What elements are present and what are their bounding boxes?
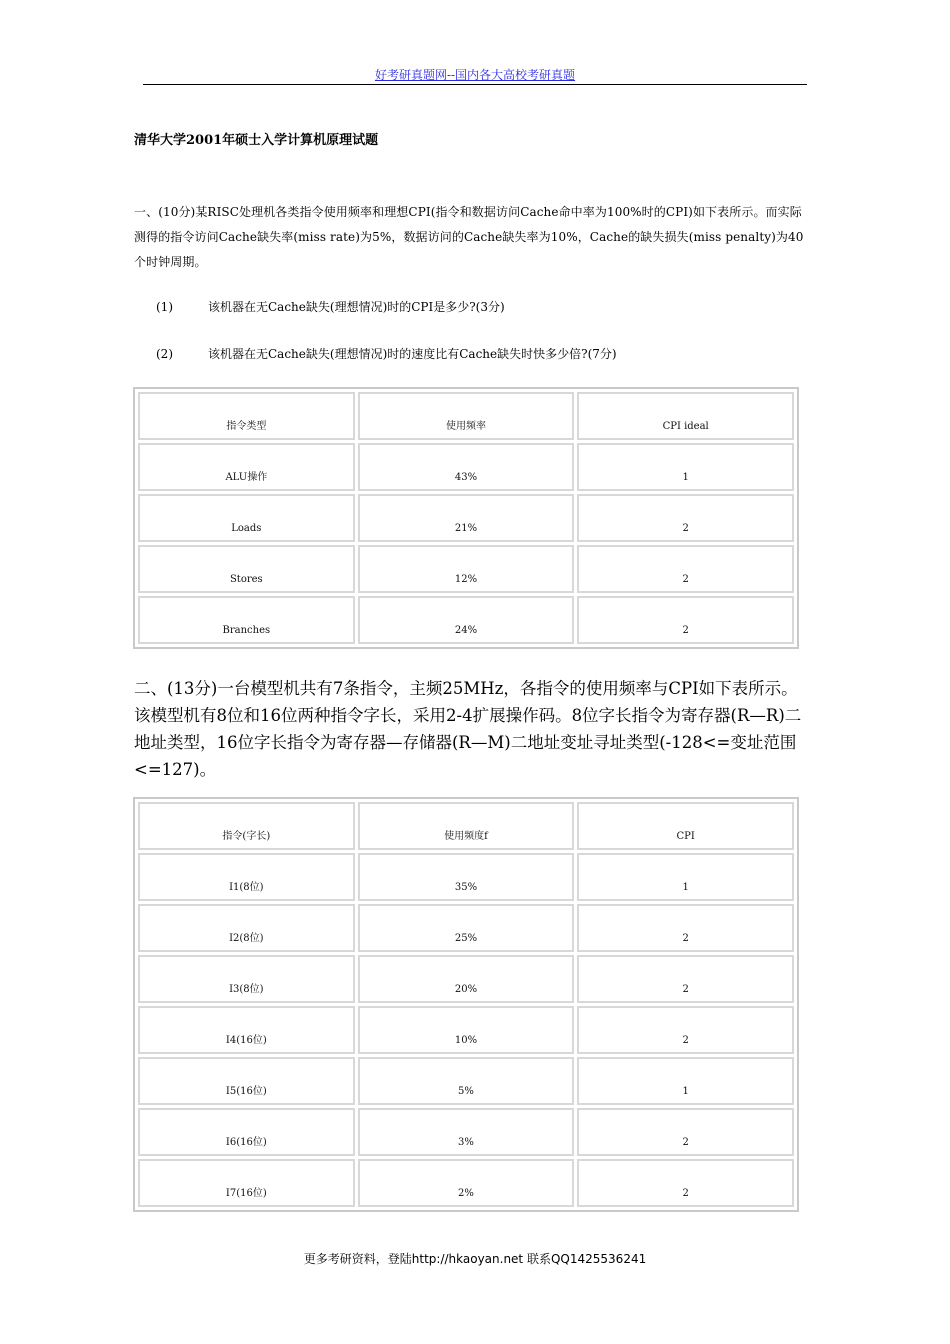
table-cell: I7(16位) — [138, 1159, 355, 1207]
question-text: 该机器在无Cache缺失(理想情况)时的速度比有Cache缺失时快多少倍?(7分) — [208, 347, 617, 361]
table-cell: 43% — [358, 443, 575, 491]
table-cell: Branches — [138, 596, 355, 644]
table-row — [138, 1006, 794, 1054]
table-cell: 24% — [358, 596, 575, 644]
table-cell: Loads — [138, 494, 355, 542]
table-row — [138, 494, 794, 542]
table-cell: I1(8位) — [138, 853, 355, 901]
footer — [0, 1250, 950, 1267]
question-1-part-1 — [156, 298, 505, 315]
footer-url-link[interactable]: http://hkaoyan.net — [411, 1252, 524, 1266]
table-cell: 2 — [577, 1006, 794, 1054]
footer-contact-label: 联系 — [526, 1252, 551, 1266]
footer-prefix: 更多考研资料，登陆 — [303, 1252, 412, 1266]
column-header: CPI ideal — [577, 392, 794, 440]
table-cell: 25% — [358, 904, 575, 952]
table-cell: 2 — [577, 955, 794, 1003]
table-cell: 1 — [577, 1057, 794, 1105]
table-row — [138, 545, 794, 593]
table-cell: 35% — [358, 853, 575, 901]
column-header: 使用频率 — [358, 392, 575, 440]
model-instruction-table — [133, 797, 799, 1212]
table-cell: I3(8位) — [138, 955, 355, 1003]
table-header-row — [138, 802, 794, 850]
footer-contact: QQ1425536241 — [550, 1252, 647, 1266]
table-cell: 1 — [577, 443, 794, 491]
table-row — [138, 1159, 794, 1207]
table-cell: 10% — [358, 1006, 575, 1054]
column-header: 指令(字长) — [138, 802, 355, 850]
table-cell: I2(8位) — [138, 904, 355, 952]
table-row — [138, 596, 794, 644]
column-header: 指令类型 — [138, 392, 355, 440]
header-divider — [143, 84, 807, 85]
table-cell: 12% — [358, 545, 575, 593]
table-row — [138, 1057, 794, 1105]
column-header: CPI — [577, 802, 794, 850]
table-cell: I5(16位) — [138, 1057, 355, 1105]
table-row — [138, 904, 794, 952]
table-cell: 21% — [358, 494, 575, 542]
table-cell: Stores — [138, 545, 355, 593]
table-cell: 2 — [577, 596, 794, 644]
table-cell: I4(16位) — [138, 1006, 355, 1054]
table-cell: I6(16位) — [138, 1108, 355, 1156]
table-row — [138, 443, 794, 491]
table-cell: 2 — [577, 1159, 794, 1207]
table-cell: 5% — [358, 1057, 575, 1105]
table-cell: 2 — [577, 545, 794, 593]
page-title: 清华大学2001年硕士入学计算机原理试题 — [134, 133, 379, 148]
table-cell: 2 — [577, 904, 794, 952]
table-row — [138, 955, 794, 1003]
question-number: (2) — [156, 347, 173, 361]
table-cell: 2 — [577, 494, 794, 542]
instruction-frequency-table — [133, 387, 799, 649]
question-1-text: 一、(10分)某RISC处理机各类指令使用频率和理想CPI(指令和数据访问Cache命中率为100%时的CPI)如下表所示。而实际测得的指令访问Cache缺失率(miss rate)为5%，数据访问的Cache缺失率为10%，Cache的缺失损失(miss penalty)为40个时钟周期。 — [134, 205, 804, 269]
table-cell: 2 — [577, 1108, 794, 1156]
question-number: (1) — [156, 300, 173, 314]
table-row — [138, 1108, 794, 1156]
table-header-row — [138, 392, 794, 440]
header-link[interactable]: 好考研真题网--国内各大高校考研真题 — [374, 68, 576, 82]
table-cell: 2% — [358, 1159, 575, 1207]
table-cell: 1 — [577, 853, 794, 901]
table-row — [138, 853, 794, 901]
table-cell: 20% — [358, 955, 575, 1003]
question-1-part-2 — [156, 345, 617, 362]
table-cell: 3% — [358, 1108, 575, 1156]
table-cell: ALU操作 — [138, 443, 355, 491]
question-2-text: 二、(13分)一台模型机共有7条指令，主频25MHz，各指令的使用频率与CPI如下表所示。该模型机有8位和16位两种指令字长，采用2-4扩展操作码。8位字长指令为寄存器(R—R)二地址类型，16位字长指令为寄存器—存储器(R—M)二地址变址寻址类型(-128<=变址范围<=127)。 — [134, 679, 802, 779]
column-header: 使用频度f — [358, 802, 575, 850]
question-text: 该机器在无Cache缺失(理想情况)时的CPI是多少?(3分) — [208, 300, 505, 314]
